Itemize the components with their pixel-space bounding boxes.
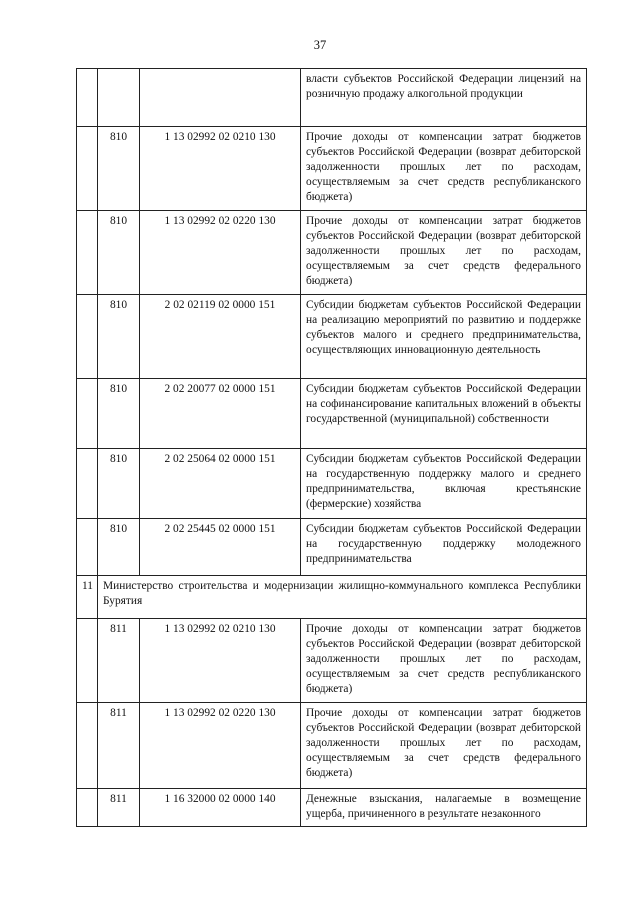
row-number-cell (77, 379, 98, 449)
table-row (77, 703, 587, 789)
table-row (77, 519, 587, 576)
row-number-cell (77, 127, 98, 211)
admin-code-cell: 810 (98, 379, 140, 449)
budget-code-cell: 2 02 25445 02 0000 151 (140, 519, 301, 576)
description-cell: Субсидии бюджетам субъектов Российской Федерации на государственную поддержку молодежного предпринимательства (301, 519, 587, 576)
description-cell: Денежные взыскания, налагаемые в возмещение ущерба, причиненного в результате незаконного (301, 789, 587, 827)
budget-code-cell: 2 02 02119 02 0000 151 (140, 295, 301, 379)
description-cell: Субсидии бюджетам субъектов Российской Федерации на софинансирование капитальных вложений в объекты государственной (муниципальной) собственности (301, 379, 587, 449)
table-row (77, 619, 587, 703)
description-cell: Прочие доходы от компенсации затрат бюджетов субъектов Российской Федерации (возврат дебиторской задолженности прошлых лет по расходам, осуществляемым за счет средств республиканского бюджета) (301, 127, 587, 211)
section-number: 11 (77, 576, 98, 619)
table-row (77, 211, 587, 295)
table-row (77, 449, 587, 519)
row-number-cell (77, 789, 98, 827)
admin-code-cell: 810 (98, 295, 140, 379)
row-number-cell (77, 619, 98, 703)
description-cell: Прочие доходы от компенсации затрат бюджетов субъектов Российской Федерации (возврат дебиторской задолженности прошлых лет по расходам, осуществляемым за счет средств республиканского бюджета) (301, 619, 587, 703)
table-row (77, 379, 587, 449)
row-number-cell (77, 703, 98, 789)
revenue-codes-table (76, 68, 587, 827)
admin-code-cell: 811 (98, 619, 140, 703)
description-cell: Прочие доходы от компенсации затрат бюджетов субъектов Российской Федерации (возврат дебиторской задолженности прошлых лет по расходам, осуществляемым за счет средств федерального бюджета) (301, 211, 587, 295)
row-number-cell (77, 519, 98, 576)
budget-code-cell (140, 69, 301, 127)
page-number: 37 (313, 38, 327, 52)
budget-code-cell: 1 13 02992 02 0210 130 (140, 619, 301, 703)
section-row (77, 576, 587, 619)
table-row (77, 69, 587, 127)
description-cell: Субсидии бюджетам субъектов Российской Федерации на государственную поддержку малого и среднего предпринимательства, включая крестьянские (фермерские) хозяйства (301, 449, 587, 519)
table-row (77, 295, 587, 379)
description-cell: Прочие доходы от компенсации затрат бюджетов субъектов Российской Федерации (возврат дебиторской задолженности прошлых лет по расходам, осуществляемым за счет средств федерального бюджета) (301, 703, 587, 789)
row-number-cell (77, 69, 98, 127)
budget-code-cell: 2 02 20077 02 0000 151 (140, 379, 301, 449)
budget-code-cell: 1 13 02992 02 0220 130 (140, 211, 301, 295)
description-cell: власти субъектов Российской Федерации лицензий на розничную продажу алкогольной продукции (301, 69, 587, 127)
admin-code-cell: 811 (98, 789, 140, 827)
description-cell: Субсидии бюджетам субъектов Российской Федерации на реализацию мероприятий по развитию и поддержке субъектов малого и среднего предпринимательства, осуществляющих инновационную деятельность (301, 295, 587, 379)
row-number-cell (77, 211, 98, 295)
row-number-cell (77, 449, 98, 519)
table-row (77, 127, 587, 211)
table-row (77, 789, 587, 827)
admin-code-cell (98, 69, 140, 127)
admin-code-cell: 810 (98, 211, 140, 295)
admin-code-cell: 810 (98, 449, 140, 519)
budget-code-cell: 1 13 02992 02 0220 130 (140, 703, 301, 789)
budget-code-cell: 2 02 25064 02 0000 151 (140, 449, 301, 519)
section-title: Министерство строительства и модернизации жилищно-коммунального комплекса Республики Бурятия (98, 576, 587, 619)
budget-code-cell: 1 16 32000 02 0000 140 (140, 789, 301, 827)
admin-code-cell: 810 (98, 127, 140, 211)
admin-code-cell: 811 (98, 703, 140, 789)
budget-code-cell: 1 13 02992 02 0210 130 (140, 127, 301, 211)
row-number-cell (77, 295, 98, 379)
admin-code-cell: 810 (98, 519, 140, 576)
